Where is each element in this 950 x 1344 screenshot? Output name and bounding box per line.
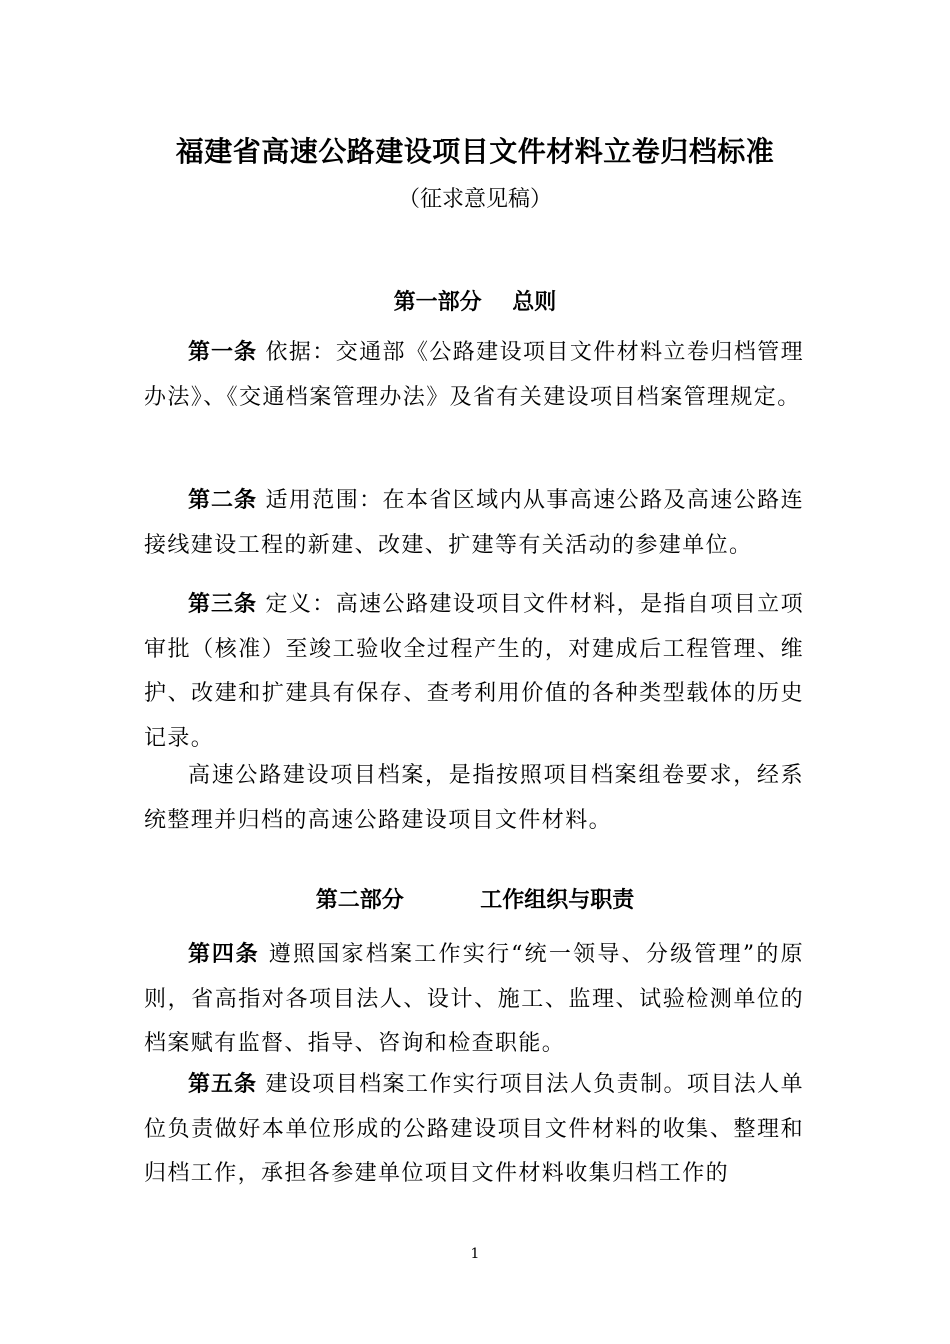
document-subtitle: （征求意见稿） xyxy=(397,187,552,212)
article-label: 第四条 xyxy=(188,941,260,967)
article-3 xyxy=(144,582,804,761)
article-1 xyxy=(144,330,804,420)
article-label: 第二条 xyxy=(188,487,258,513)
section-heading-organization: 第二部分 工作组织与职责 xyxy=(315,887,635,913)
article-label: 第三条 xyxy=(188,591,258,617)
article-text: 适用范围：在本省区域内从事高速公路及高速公路连接线建设工程的新建、改建、扩建等有关活动的参建单位。 xyxy=(144,488,804,558)
article-3-continued xyxy=(144,754,804,843)
article-text: 遵照国家档案工作实行“统一领导、分级管理”的原则，省高指对各项目法人、设计、施工、监理、试验检测单位的档案赋有监督、指导、咨询和检查职能。 xyxy=(144,942,804,1056)
article-text: 建设项目档案工作实行项目法人负责制。项目法人单位负责做好本单位形成的公路建设项目文件材料的收集、整理和归档工作，承担各参建单位项目文件材料收集归档工作的 xyxy=(144,1072,804,1186)
article-2 xyxy=(144,478,804,568)
article-text: 高速公路建设项目档案，是指按照项目档案组卷要求，经系统整理并归档的高速公路建设项目文件材料。 xyxy=(144,763,804,833)
article-text: 依据：交通部《公路建设项目文件材料立卷归档管理办法》、《交通档案管理办法》及省有关建设项目档案管理规定。 xyxy=(144,340,804,410)
article-label: 第一条 xyxy=(188,339,258,365)
article-5 xyxy=(144,1062,804,1197)
document-title: 福建省高速公路建设项目文件材料立卷归档标准 xyxy=(175,135,775,168)
article-label: 第五条 xyxy=(188,1071,258,1097)
article-4 xyxy=(144,932,804,1067)
section-heading-general: 第一部分 总则 xyxy=(393,289,557,315)
article-text: 定义：高速公路建设项目文件材料，是指自项目立项审批（核准）至竣工验收全过程产生的，对建成后工程管理、维护、改建和扩建具有保存、查考利用价值的各种类型载体的历史记录。 xyxy=(144,592,804,751)
page-number: 1 xyxy=(470,1246,480,1262)
